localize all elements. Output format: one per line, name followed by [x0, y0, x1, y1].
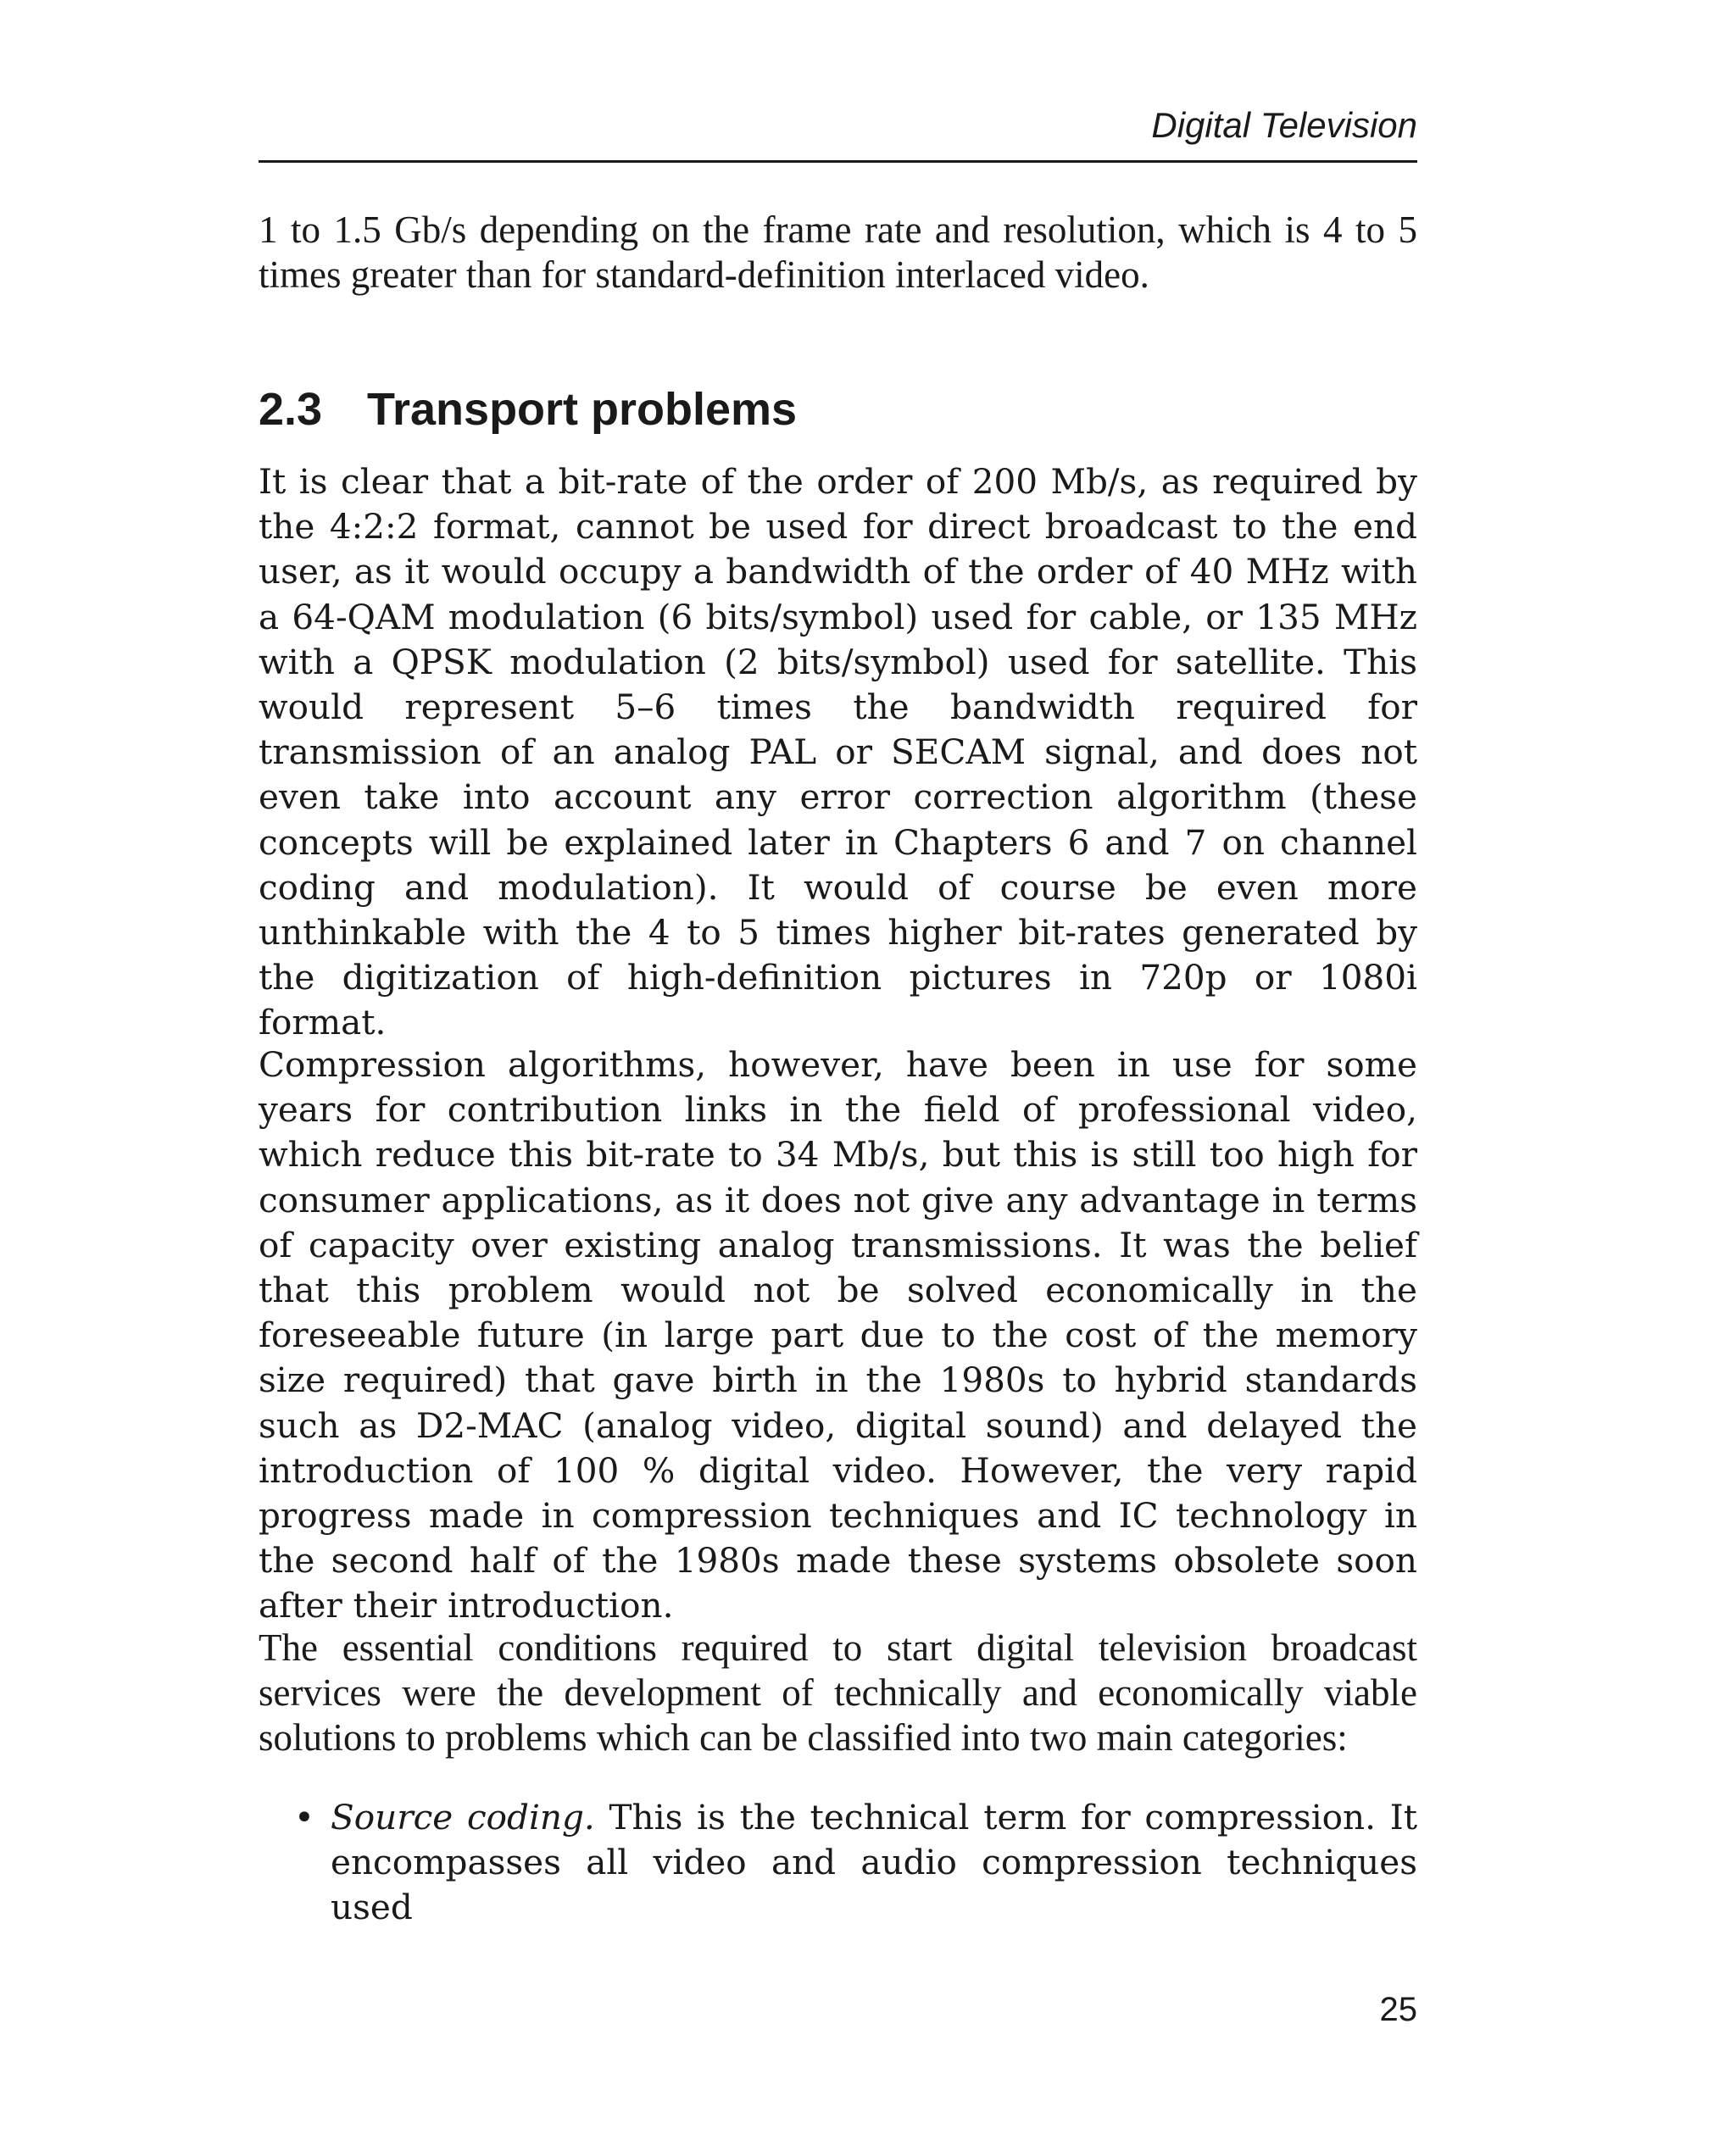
list-item: [259, 1795, 1417, 1931]
page-number: 25: [1379, 1991, 1417, 2028]
section-title: Transport problems: [367, 384, 798, 435]
body-paragraph: Compression algorithms, however, have been in use for some years for contribution links in the field of professional video, which reduce this bit-rate to 34 Mb/s, but this is still too high for consumer applications, as it does not give any advantage in terms of capacity over existing analog transmissions. It was the belief that this problem would not be solved economically in the foreseeable future (in large part due to the cost of the memory size required) that gave birth in the 1980s to hybrid standards such as D2-MAC (analog video, digital sound) and delayed the introduction of 100 % digital video. However, the very rapid progress made in compression techniques and IC technology in the second half of the 1980s made these systems obsolete soon after their introduction.: [259, 1044, 1417, 1626]
bullet-list: [259, 1795, 1417, 1931]
bullet-text: This is the technical term for compression. It encompasses all video and audio compression techniques used: [331, 1797, 1418, 1928]
bullet-term: Source coding.: [331, 1797, 595, 1837]
bullet-marker: •: [294, 1797, 314, 1837]
section-heading: [259, 380, 797, 439]
section-number: 2.3: [259, 384, 323, 435]
body-paragraph: The essential conditions required to start digital television broadcast services were the development of technically and economically viable solutions to problems which can be classified into two main categories:: [259, 1626, 1417, 1760]
body-paragraph: It is clear that a bit-rate of the order of 200 Mb/s, as required by the 4:2:2 format, cannot be used for direct broadcast to the end user, as it would occupy a bandwidth of the order of 40 MHz with a 64-QAM modulation (6 bits/symbol) used for cable, or 135 MHz with a QPSK modulation (2 bits/symbol) used for satellite. This would represent 5–6 times the bandwidth required for transmission of an analog PAL or SECAM signal, and does not even take into account any error correction algorithm (these concepts will be explained later in Chapters 6 and 7 on channel coding and modulation). It would of course be even more unthinkable with the 4 to 5 times higher bit-rates generated by the digitization of high-definition pictures in 720p or 1080i format.: [259, 461, 1417, 1043]
running-head-title: Digital Television: [1151, 105, 1417, 145]
intro-paragraph: 1 to 1.5 Gb/s depending on the frame rate and resolution, which is 4 to 5 times greater than for standard-definition interlaced video.: [259, 208, 1417, 297]
header-rule: [259, 160, 1417, 163]
